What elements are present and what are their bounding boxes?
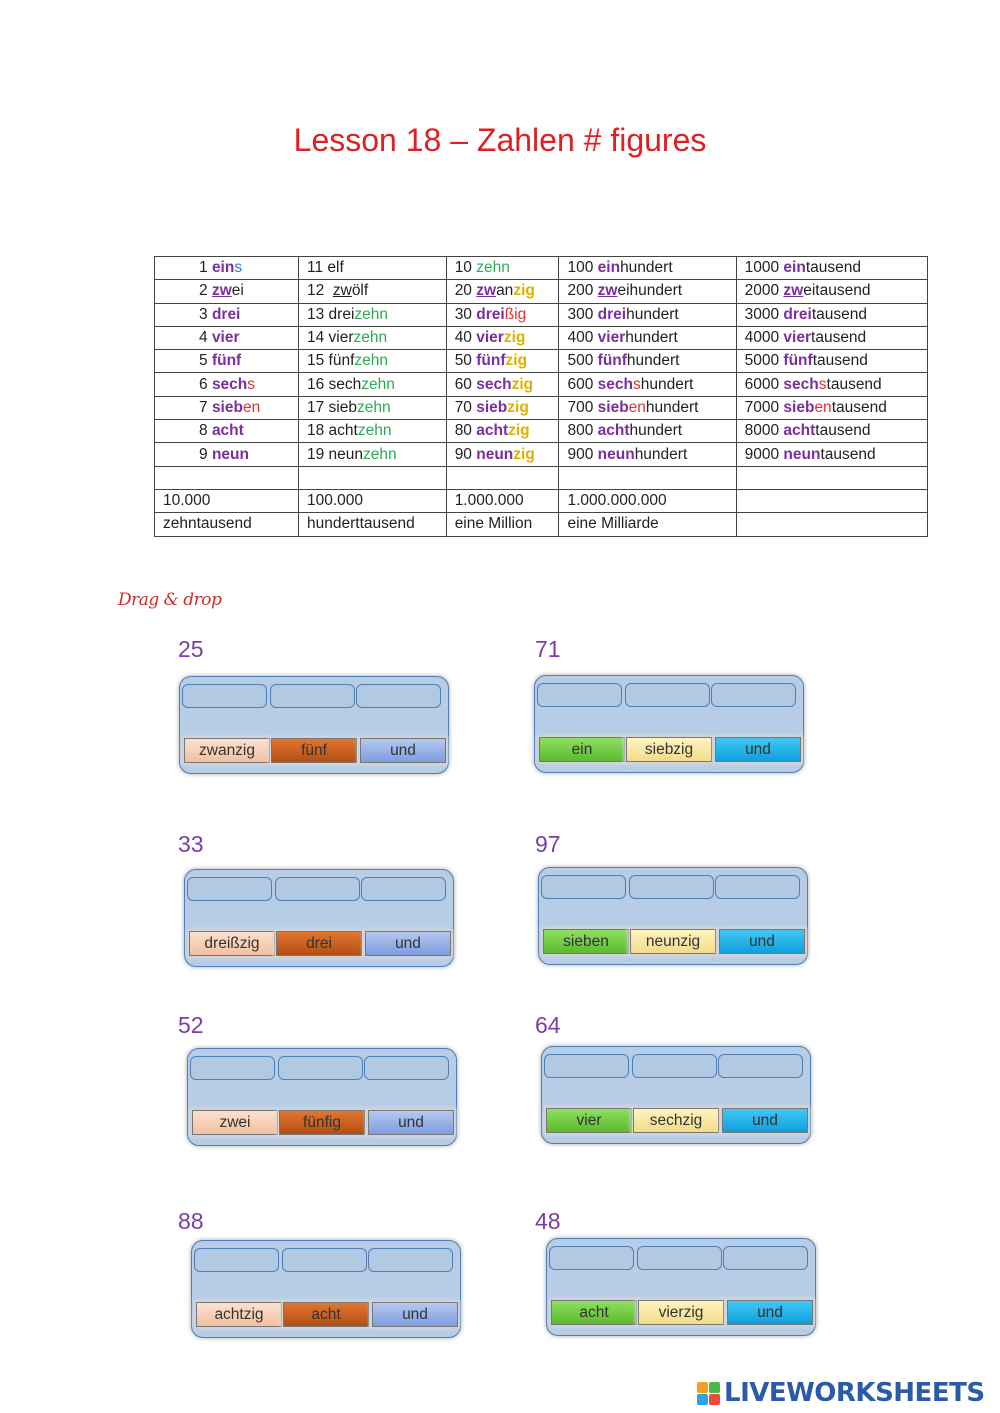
exercise-number: 33	[178, 831, 204, 857]
cell-segment: hundert	[626, 352, 680, 370]
table-cell	[299, 396, 447, 419]
table-cell	[559, 420, 736, 443]
table-cell	[155, 396, 299, 419]
table-cell	[299, 326, 447, 349]
cell-segment: 300	[567, 305, 598, 323]
table-row	[155, 443, 928, 466]
cell-segment: 700	[567, 398, 598, 416]
table-row-empty	[155, 466, 928, 489]
cell-segment: 3	[199, 305, 212, 323]
cell-segment: vier	[476, 329, 504, 347]
table-cell	[446, 303, 559, 326]
draggable-word-tile[interactable]: und	[372, 1302, 458, 1327]
drop-slot[interactable]	[711, 683, 796, 707]
cell-segment: 16 sech	[307, 375, 362, 393]
draggable-word-tile[interactable]: sechzig	[633, 1108, 719, 1133]
table-cell	[299, 280, 447, 303]
cell-segment: zw	[476, 282, 497, 300]
table-cell	[155, 326, 299, 349]
cell-segment: 800	[567, 422, 598, 440]
cell-segment: acht	[783, 422, 816, 440]
logo-text: LIVEWORKSHEETS	[724, 1378, 985, 1408]
cell-segment: tausend	[826, 375, 882, 393]
cell-segment: acht	[476, 422, 509, 440]
draggable-word-tile[interactable]: und	[360, 738, 446, 763]
cell-segment: en	[814, 398, 832, 416]
drop-slot[interactable]	[629, 875, 714, 899]
table-cell	[559, 326, 736, 349]
table-cell	[299, 350, 447, 373]
cell-segment: 4000	[744, 329, 784, 347]
cell-segment: fünf	[211, 352, 242, 370]
cell-segment: eihundert	[617, 282, 683, 300]
cell-segment: 200	[567, 282, 598, 300]
liveworksheets-logo	[697, 1378, 985, 1408]
drop-slot[interactable]	[282, 1248, 367, 1272]
cell-segment: an	[496, 282, 514, 300]
cell-segment: sech	[476, 375, 512, 393]
cell-segment: 30	[454, 305, 477, 323]
drop-slot[interactable]	[549, 1246, 634, 1270]
draggable-word-tile[interactable]: und	[365, 931, 451, 956]
drop-slot[interactable]	[625, 683, 710, 707]
cell-segment: 8000	[744, 422, 784, 440]
cell-segment: 40	[454, 329, 477, 347]
cell-segment: 900	[567, 445, 598, 463]
drop-slot[interactable]	[361, 877, 446, 901]
draggable-word-tile[interactable]: acht	[283, 1302, 369, 1327]
cell-segment: zig	[503, 329, 526, 347]
table-cell	[155, 373, 299, 396]
draggable-word-tile[interactable]: zwei	[192, 1110, 278, 1135]
cell-segment: 90	[454, 445, 477, 463]
drop-slot[interactable]	[364, 1056, 449, 1080]
numbers-table	[154, 256, 928, 537]
draggable-word-tile[interactable]: dreißzig	[189, 931, 275, 956]
cell-segment: zehn	[357, 422, 392, 440]
table-cell	[299, 420, 447, 443]
table-cell	[736, 257, 927, 280]
cell-segment: zehn	[354, 305, 389, 323]
drop-slot[interactable]	[275, 877, 360, 901]
cell-segment: zig	[507, 398, 529, 416]
table-cell	[446, 280, 559, 303]
cell-segment: sieb	[783, 398, 815, 416]
exercise-number: 52	[178, 1012, 204, 1038]
cell-segment: 15 fünf	[307, 352, 355, 370]
cell-segment: zehn	[476, 259, 510, 277]
drop-panel	[179, 676, 449, 774]
cell-segment: tausend	[811, 329, 867, 347]
cell-segment: 2	[199, 282, 212, 300]
cell-segment: neun	[211, 445, 249, 463]
cell-segment: tausend	[811, 305, 868, 323]
cell-segment: zig	[508, 422, 530, 440]
cell-segment: 20	[454, 282, 477, 300]
exercise-number: 88	[178, 1208, 204, 1234]
draggable-word-tile[interactable]: acht	[551, 1300, 637, 1325]
cell-segment: ölf	[351, 282, 369, 300]
table-cell	[446, 396, 559, 419]
table-cell	[736, 489, 927, 512]
draggable-word-tile[interactable]: vier	[546, 1108, 632, 1133]
table-cell	[155, 257, 299, 280]
table-cell: eine Milliarde	[559, 513, 736, 536]
draggable-word-tile[interactable]: und	[727, 1300, 813, 1325]
cell-segment: s	[247, 375, 256, 393]
cell-segment: 600	[567, 375, 598, 393]
table-row	[155, 280, 928, 303]
draggable-word-tile[interactable]: vierzig	[638, 1300, 724, 1325]
drop-panel	[546, 1238, 816, 1336]
cell-segment: 17 sieb	[307, 398, 357, 416]
drag-drop-label: Drag & drop	[118, 590, 222, 610]
table-row-big-numbers	[155, 489, 928, 512]
cell-segment: drei	[211, 305, 241, 323]
cell-segment: neun	[597, 445, 635, 463]
cell-segment: 9	[199, 445, 212, 463]
cell-segment: neun	[476, 445, 514, 463]
cell-segment: fünf	[597, 352, 627, 370]
cell-segment: 7	[199, 398, 212, 416]
table-cell	[299, 257, 447, 280]
draggable-word-tile[interactable]: fünf	[271, 738, 357, 763]
draggable-word-tile[interactable]: neunzig	[630, 929, 716, 954]
cell-segment: zw	[211, 282, 232, 300]
cell-segment: acht	[211, 422, 244, 440]
table-row	[155, 420, 928, 443]
cell-segment: sieb	[597, 398, 629, 416]
cell-segment: en	[628, 398, 646, 416]
draggable-word-tile[interactable]: sieben	[543, 929, 629, 954]
cell-segment: 500	[567, 352, 598, 370]
table-row	[155, 373, 928, 396]
cell-segment: 1000	[744, 259, 784, 277]
cell-segment: zig	[505, 352, 528, 370]
cell-segment: 14 vier	[307, 329, 354, 347]
cell-segment: vier	[597, 329, 626, 347]
draggable-word-tile[interactable]: zwanzig	[184, 738, 270, 763]
table-cell	[559, 257, 736, 280]
cell-segment: 60	[454, 375, 477, 393]
drop-slot[interactable]	[541, 875, 626, 899]
draggable-word-tile[interactable]: siebzig	[626, 737, 712, 762]
table-cell	[155, 466, 299, 489]
table-cell	[736, 280, 927, 303]
cell-segment: 5000	[744, 352, 784, 370]
cell-segment: zig	[513, 445, 535, 463]
draggable-word-tile[interactable]: drei	[276, 931, 362, 956]
table-cell	[736, 373, 927, 396]
cell-segment: 80	[454, 422, 477, 440]
cell-segment: ein	[783, 259, 806, 277]
cell-segment: 19 neun	[307, 445, 364, 463]
cell-segment: ein	[597, 259, 621, 277]
cell-segment: zehn	[363, 445, 397, 463]
logo-badge-icon	[697, 1382, 720, 1405]
table-cell: 1.000.000.000	[559, 489, 736, 512]
cell-segment: sech	[783, 375, 819, 393]
table-row	[155, 257, 928, 280]
table-cell	[446, 443, 559, 466]
table-cell	[559, 303, 736, 326]
table-cell: hunderttausend	[299, 513, 447, 536]
table-cell	[299, 373, 447, 396]
cell-segment: 18 acht	[307, 422, 358, 440]
draggable-word-tile[interactable]: und	[715, 737, 801, 762]
drop-panel	[187, 1048, 457, 1146]
drop-slot[interactable]	[715, 875, 800, 899]
drop-slot[interactable]	[270, 684, 355, 708]
drop-panel	[534, 675, 804, 773]
cell-segment: 1	[199, 259, 212, 277]
cell-segment: 7000	[744, 398, 784, 416]
draggable-word-tile[interactable]: ein	[539, 737, 625, 762]
table-cell	[155, 303, 299, 326]
drop-slot[interactable]	[194, 1248, 279, 1272]
table-row	[155, 350, 928, 373]
draggable-word-tile[interactable]: und	[722, 1108, 808, 1133]
cell-segment: 10	[454, 259, 477, 277]
cell-segment: s	[234, 259, 243, 277]
exercise-number: 48	[535, 1208, 561, 1234]
cell-segment: 8	[199, 422, 212, 440]
cell-segment: tausend	[815, 422, 871, 440]
cell-segment: drei	[597, 305, 627, 323]
table-cell	[736, 303, 927, 326]
table-cell: 1.000.000	[446, 489, 559, 512]
drop-slot[interactable]	[637, 1246, 722, 1270]
drop-slot[interactable]	[368, 1248, 453, 1272]
table-cell	[446, 420, 559, 443]
table-cell	[736, 326, 927, 349]
table-cell	[736, 466, 927, 489]
cell-segment: en	[242, 398, 261, 416]
cell-segment: s	[633, 375, 641, 393]
cell-segment: drei	[476, 305, 505, 323]
cell-segment: 12	[307, 282, 333, 300]
table-cell	[559, 350, 736, 373]
drop-panel	[541, 1046, 811, 1144]
table-cell	[446, 466, 559, 489]
cell-segment: fünf	[476, 352, 506, 370]
cell-segment: zw	[597, 282, 618, 300]
exercise-number: 71	[535, 636, 561, 662]
table-row	[155, 303, 928, 326]
table-cell	[559, 396, 736, 419]
cell-segment: s	[818, 375, 827, 393]
cell-segment: hundert	[620, 259, 673, 277]
cell-segment: 3000	[744, 305, 784, 323]
drop-slot[interactable]	[632, 1054, 717, 1078]
table-cell: eine Million	[446, 513, 559, 536]
drop-slot[interactable]	[537, 683, 622, 707]
cell-segment: 11 elf	[307, 259, 344, 277]
cell-segment: zehn	[356, 398, 391, 416]
cell-segment: tausend	[820, 445, 876, 463]
table-cell	[446, 350, 559, 373]
draggable-word-tile[interactable]: und	[719, 929, 805, 954]
table-cell	[155, 280, 299, 303]
table-cell: 100.000	[299, 489, 447, 512]
cell-segment: 4	[199, 329, 212, 347]
table-cell	[559, 280, 736, 303]
drop-panel	[191, 1240, 461, 1338]
table-cell	[736, 396, 927, 419]
table-row	[155, 326, 928, 349]
table-cell	[736, 350, 927, 373]
draggable-word-tile[interactable]: und	[368, 1110, 454, 1135]
cell-segment: hundert	[629, 422, 683, 440]
cell-segment: ein	[211, 259, 235, 277]
table-cell	[155, 350, 299, 373]
draggable-word-tile[interactable]: fünfig	[279, 1110, 365, 1135]
drop-slot[interactable]	[182, 684, 267, 708]
table-cell	[559, 443, 736, 466]
draggable-word-tile[interactable]: achtzig	[196, 1302, 282, 1327]
cell-segment: tausend	[831, 398, 887, 416]
cell-segment: drei	[783, 305, 812, 323]
exercise-number: 25	[178, 636, 204, 662]
cell-segment: eitausend	[803, 282, 871, 300]
table-cell	[155, 420, 299, 443]
cell-segment: 50	[454, 352, 477, 370]
cell-segment: hundert	[625, 329, 678, 347]
cell-segment: 70	[454, 398, 477, 416]
cell-segment: acht	[597, 422, 630, 440]
cell-segment: ei	[231, 282, 244, 300]
table-cell	[299, 303, 447, 326]
table-cell	[559, 466, 736, 489]
page-title: Lesson 18 – Zahlen # figures	[293, 122, 707, 158]
cell-segment: ßig	[504, 305, 527, 323]
cell-segment: sieb	[476, 398, 508, 416]
table-cell	[736, 420, 927, 443]
cell-segment: hundert	[626, 305, 679, 323]
cell-segment: zehn	[354, 352, 389, 370]
drop-slot[interactable]	[356, 684, 441, 708]
table-cell	[446, 326, 559, 349]
cell-segment: zehn	[361, 375, 395, 393]
drop-slot[interactable]	[723, 1246, 808, 1270]
cell-segment: 13 drei	[307, 305, 355, 323]
cell-segment: sieb	[211, 398, 243, 416]
drop-panel	[184, 869, 454, 967]
table-cell	[299, 443, 447, 466]
drop-slot[interactable]	[718, 1054, 803, 1078]
cell-segment: 6000	[744, 375, 784, 393]
table-cell	[299, 466, 447, 489]
cell-segment: fünf	[783, 352, 813, 370]
drop-slot[interactable]	[190, 1056, 275, 1080]
cell-segment: 9000	[744, 445, 784, 463]
cell-segment: neun	[783, 445, 821, 463]
cell-segment: sech	[597, 375, 633, 393]
table-cell	[446, 257, 559, 280]
table-cell	[559, 373, 736, 396]
table-cell: 10.000	[155, 489, 299, 512]
cell-segment: hundert	[645, 398, 699, 416]
cell-segment: 400	[567, 329, 598, 347]
cell-segment: hundert	[640, 375, 694, 393]
cell-segment: tausend	[805, 259, 861, 277]
cell-segment: zig	[511, 375, 534, 393]
cell-segment: 6	[199, 375, 212, 393]
table-cell	[446, 373, 559, 396]
table-cell	[736, 443, 927, 466]
cell-segment: tausend	[812, 352, 868, 370]
drop-slot[interactable]	[278, 1056, 363, 1080]
table-cell	[736, 513, 927, 536]
cell-segment: vier	[211, 329, 240, 347]
cell-segment: zw	[783, 282, 804, 300]
drop-panel	[538, 867, 808, 965]
cell-segment: zw	[332, 282, 352, 300]
cell-segment: vier	[783, 329, 812, 347]
table-cell	[155, 443, 299, 466]
cell-segment: zehn	[353, 329, 388, 347]
exercise-number: 64	[535, 1012, 561, 1038]
cell-segment: 5	[199, 352, 212, 370]
exercise-number: 97	[535, 831, 561, 857]
table-row	[155, 396, 928, 419]
cell-segment: 100	[567, 259, 598, 277]
drop-slot[interactable]	[187, 877, 272, 901]
cell-segment: zig	[513, 282, 535, 300]
drop-slot[interactable]	[544, 1054, 629, 1078]
table-cell: zehntausend	[155, 513, 299, 536]
cell-segment: sech	[211, 375, 248, 393]
cell-segment: hundert	[634, 445, 688, 463]
cell-segment: 2000	[744, 282, 784, 300]
table-row-big-words	[155, 513, 928, 536]
